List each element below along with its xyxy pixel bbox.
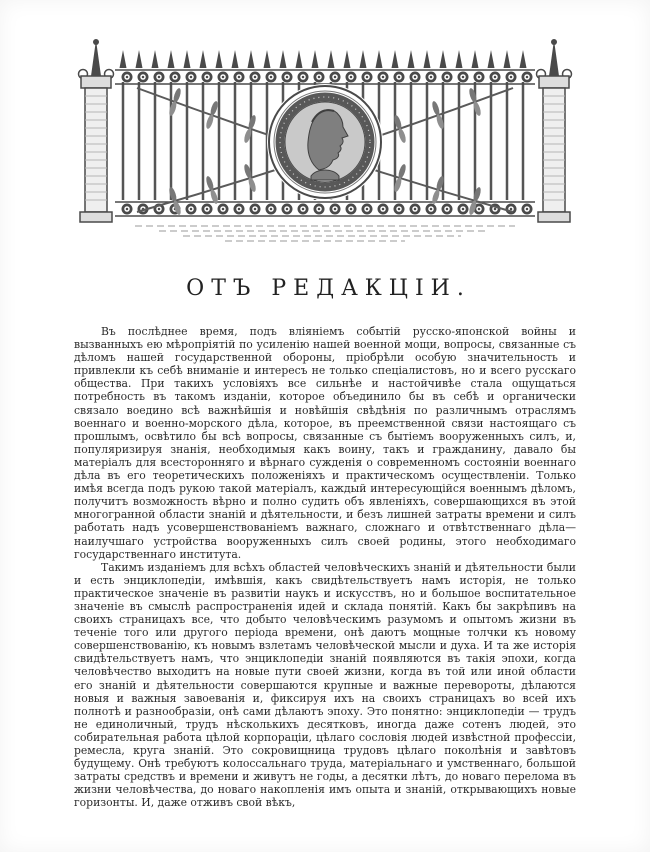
fence-engraving-illustration bbox=[75, 30, 575, 250]
header-engraving bbox=[75, 30, 575, 250]
body-text bbox=[74, 325, 576, 809]
page-title: ОТЪ РЕДАКЦІИ. bbox=[186, 276, 471, 301]
ground-hatching bbox=[135, 226, 515, 241]
paragraph-2: Такимъ изданіемъ для всѣхъ областей человѣческихъ знаній и дѣятельности были и есть энциклопедіи, имѣвшія, какъ свидѣтельствуетъ намъ исторія, не только практическое значеніе въ развитіи наукъ и искусствъ, но и большое воспитательное значеніе въ смыслѣ распространенія идей и склада понятій. Какъ бы закрѣпивъ на своихъ страницахъ все, что добыто человѣческимъ разумомъ и опытомъ жизни въ теченіе того или другого періода времени, онѣ даютъ мощные толчки къ новому совершенствованію, къ новымъ взлетамъ человѣческой мысли и духа. И та же исторія свидѣтельствуетъ намъ, что энциклопедіи знаній появляются въ такія эпохи, когда человѣчество выходитъ на новые пути своей жизни, когда въ той или иной области его знаній и дѣятельности совершаются крупные и важные перевороты, дѣлаются новыя и важныя завоеванія и, фиксируя ихъ на своихъ страницахъ во всей ихъ полнотѣ и разнообразіи, онѣ сами дѣлаютъ эпоху. Это понятно: энциклопедіи — трудъ не единоличный, трудъ нѣсколькихъ десятковъ, иногда даже сотенъ людей, это собирательная работа цѣлой корпораціи, цѣлаго сословія людей извѣстной профессіи, ремесла, круга знаній. Это сокровищница трудовъ цѣлаго поколѣнія и завѣтовъ будущему. Онѣ требуютъ колоссальнаго труда, матеріальнаго и умственнаго, большой затраты средствъ и времени и живутъ не годы, а десятки лѣтъ, до новаго перелома въ жизни человѣчества, до новаго накопленія имъ опыта и знаній, открывающихъ новые горизонты. И, даже отживъ свой вѣкъ, bbox=[74, 560, 576, 810]
fence-post-right bbox=[537, 39, 572, 222]
fence-post-left bbox=[79, 39, 114, 222]
medallion bbox=[267, 84, 383, 200]
rosette-band-top bbox=[115, 70, 535, 84]
paragraph-1: Въ послѣднее время, подъ вліяніемъ событій русско-японской войны и вызванныхъ ею мѣропріятій по усиленію нашей военной мощи, вопросы, связанные съ дѣломъ нашей государственной обороны, пріобрѣли особую значительность и привлекли къ себѣ вниманіе и интересъ не только спеціалистовъ, но и всего русскаго общества. При такихъ условіяхъ все сильнѣе и настойчивѣе стала ощущаться потребность въ такомъ изданіи, которое объединило бы въ себѣ и органически связало воедино всѣ важнѣйшія и новѣйшія свѣдѣнія по различнымъ отраслямъ военнаго и военно-морского дѣла, которое, въ преемственной связи настоящаго съ прошлымъ, освѣтило бы всѣ вопросы, связанные съ бытіемъ вооруженныхъ силъ, и, популяризируя знанія, необходимыя какъ воину, такъ и гражданину, давало бы матеріалъ для всесторонняго и вѣрнаго сужденія о современномъ состояніи военнаго дѣла въ его теоретическихъ положеніяхъ и практическомъ осуществленіи. Только имѣя всегда подъ рукою такой матеріалъ, каждый интересующійся военнымъ дѣломъ, получитъ возможность вѣрно и полно судить объ явленіяхъ, совершающихся въ этой многогранной области знаній и дѣятельности, и безъ лишней затраты времени и силъ работать надъ усовершенствованіемъ важнаго, сложнаго и отвѣтственнаго дѣла—наилучшаго устройства вооруженныхъ силъ своей родины, этого необходимаго государственнаго института. bbox=[74, 325, 576, 561]
fence-spikes bbox=[120, 50, 527, 68]
